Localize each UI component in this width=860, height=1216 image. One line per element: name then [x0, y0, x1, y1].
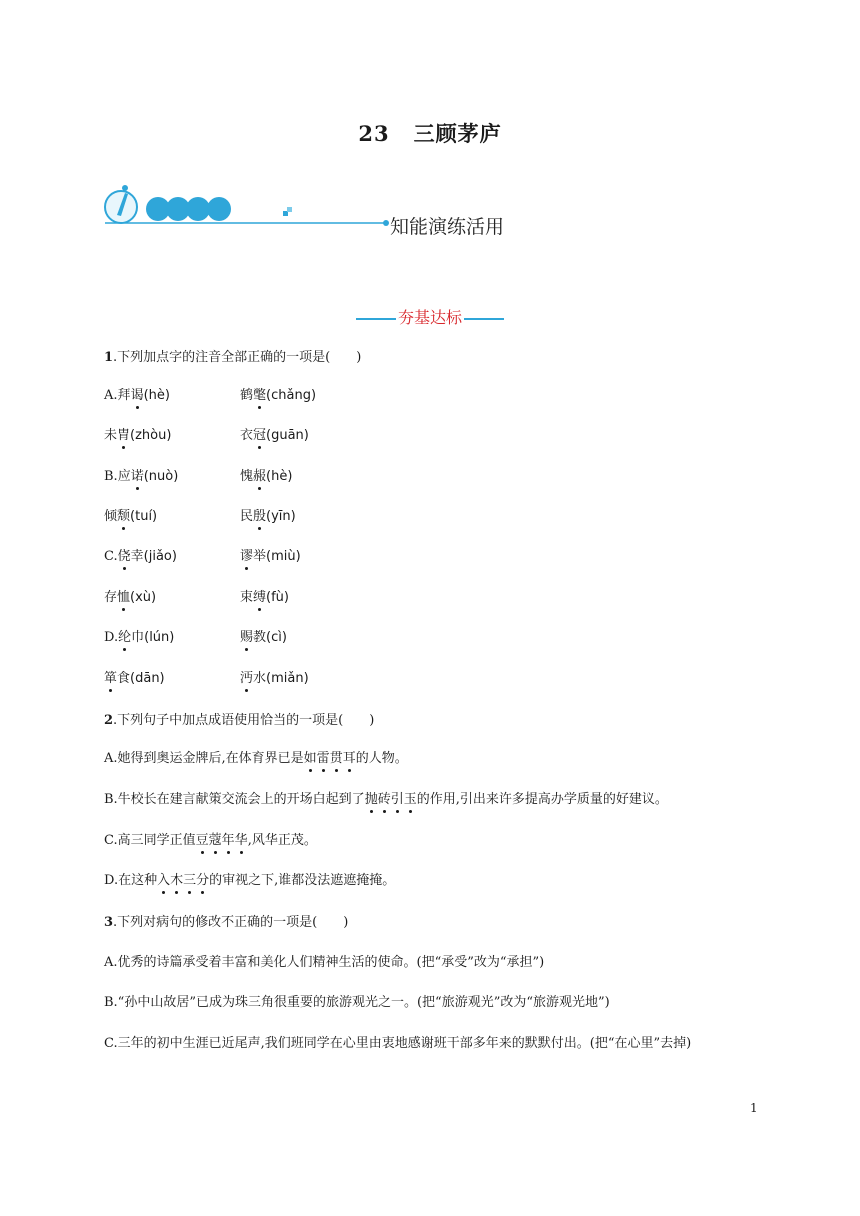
pinyin: (nuò)	[143, 469, 179, 484]
section-label: 夯基达标	[397, 308, 462, 327]
q1-option-b-row1-b: 愧赧(hè)	[240, 469, 293, 484]
dotted-char: 颓	[117, 509, 131, 524]
dotted-char: 沔	[240, 671, 254, 686]
pinyin: (xù)	[130, 590, 157, 605]
pinyin: (dān)	[130, 671, 165, 686]
dotted-char: 箪	[104, 671, 118, 686]
question-text: .下列加点字的注音全部正确的一项是( )	[113, 350, 362, 365]
question-number: 1	[104, 350, 114, 365]
pinyin: (chǎng)	[266, 388, 317, 403]
q2-option-d: D.在这种入木三分的审视之下,谁都没法遮遮掩掩。	[104, 873, 396, 888]
pinyin: (jiǎo)	[143, 549, 177, 564]
page-number: 1	[750, 1101, 758, 1115]
dotted-char: 氅	[253, 388, 267, 403]
dotted-char: 纶	[118, 630, 132, 645]
q1-option-c-row2-b: 束缚(fù)	[240, 590, 289, 605]
dotted-char: 侥	[117, 549, 131, 564]
question-text: .下列对病句的修改不正确的一项是( )	[113, 915, 349, 930]
question-text: .下列句子中加点成语使用恰当的一项是( )	[113, 713, 375, 728]
pinyin: (yīn)	[266, 509, 296, 524]
q2-option-c: C.高三同学正值豆蔻年华,风华正茂。	[104, 833, 317, 848]
q1-option-d-row2: 箪食(dān)	[104, 671, 165, 686]
q1-option-d-row1: D.纶巾(lún)	[104, 630, 175, 645]
pinyin: (cì)	[266, 630, 287, 645]
section-rule-left	[356, 318, 396, 320]
dotted-char: 赐	[240, 630, 254, 645]
q2-option-b: B.牛校长在建言献策交流会上的开场白起到了抛砖引玉的作用,引出来许多提高办学质量的好建议。	[104, 792, 668, 807]
q1-option-a-row2-b: 衣冠(guān)	[240, 428, 309, 443]
pinyin: (hè)	[143, 388, 170, 403]
dotted-char: 谬	[240, 549, 254, 564]
pinyin: (lún)	[144, 630, 175, 645]
question-2-stem	[104, 713, 374, 729]
pinyin: (miǎn)	[266, 671, 309, 686]
q2-option-a: A.她得到奥运金牌后,在体育界已是如雷贯耳的人物。	[104, 751, 408, 766]
q3-option-c: C.三年的初中生涯已近尾声,我们班同学在心里由衷地感谢班干部多年来的默默付出。(把“在心里”去掉)	[104, 1036, 692, 1051]
q3-option-b: B.“孙中山故居”已成为珠三角很重要的旅游观光之一。(把“旅游观光”改为“旅游观光地”)	[104, 995, 610, 1010]
pinyin: (guān)	[266, 428, 309, 443]
dotted-char: 冠	[253, 428, 267, 443]
page-title	[0, 118, 860, 148]
q1-option-d-row1-b: 赐教(cì)	[240, 630, 287, 645]
pinyin: (fù)	[266, 590, 289, 605]
q1-option-b-row2: 倾颓(tuí)	[104, 509, 158, 524]
section-rule-right	[464, 318, 504, 320]
question-3-stem	[104, 915, 348, 931]
question-1-stem	[104, 350, 361, 366]
title-text: 三顾茅庐	[413, 121, 502, 146]
q1-option-b-row1: B.应诺(nuò)	[104, 469, 179, 484]
q1-option-b-row2-b: 民殷(yīn)	[240, 509, 296, 524]
banner-line-end-dot	[383, 220, 389, 226]
q1-option-a-row2: 未胄(zhòu)	[104, 428, 172, 443]
dotted-char: 诺	[130, 469, 144, 484]
q1-option-c-row2: 存恤(xù)	[104, 590, 157, 605]
banner-circle-4	[207, 197, 231, 221]
pinyin: (miù)	[266, 549, 301, 564]
question-number: 3	[104, 915, 114, 930]
pinyin: (hè)	[266, 469, 293, 484]
pinyin: (tuí)	[130, 509, 158, 524]
title-number: 23	[358, 121, 390, 146]
dotted-char: 缚	[253, 590, 267, 605]
q1-option-c-row1-b: 谬举(miù)	[240, 549, 301, 564]
q1-option-a-row1: A.拜谒(hè)	[104, 388, 170, 403]
dotted-char: 谒	[130, 388, 144, 403]
dotted-char: 胄	[117, 428, 131, 443]
dotted-char: 赧	[253, 469, 267, 484]
question-number: 2	[104, 713, 114, 728]
dotted-char: 殷	[253, 509, 267, 524]
pinyin: (zhòu)	[130, 428, 172, 443]
dotted-char: 恤	[117, 590, 131, 605]
q1-option-d-row2-b: 沔水(miǎn)	[240, 671, 309, 686]
banner-label: 知能演练活用	[390, 216, 505, 238]
q1-option-a-row1-b: 鹤氅(chǎng)	[240, 388, 317, 403]
section-heading	[0, 305, 860, 328]
q1-option-c-row1: C.侥幸(jiǎo)	[104, 549, 177, 564]
q3-option-a: A.优秀的诗篇承受着丰富和美化人们精神生活的使命。(把“承受”改为“承担”)	[104, 955, 545, 970]
banner-circle-3	[186, 197, 210, 221]
